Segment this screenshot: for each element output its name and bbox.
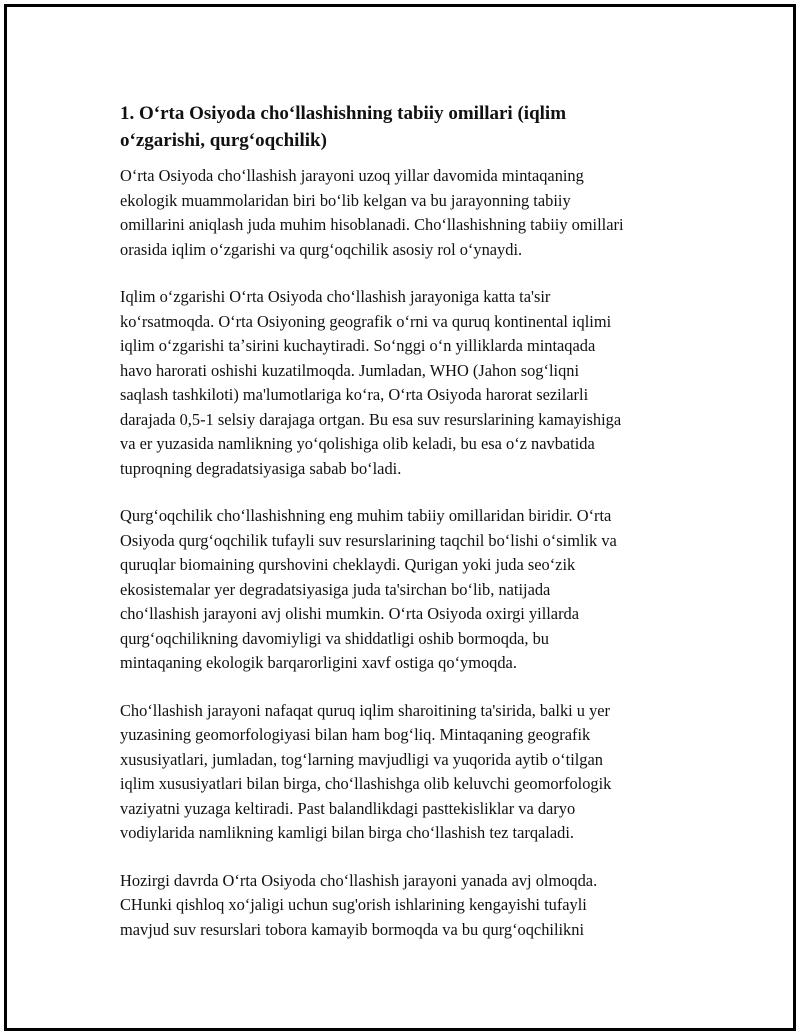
text-line: CHunki qishloq xoʻjaligi uchun sug'orish ishlarining kengayishi tufayli: [120, 895, 587, 914]
text-line: vodiylarida namlikning kamligi bilan birga choʻllashish tez tarqaladi.: [120, 823, 574, 842]
text-line: choʻllashish jarayoni avj olishi mumkin. Oʻrta Osiyoda oxirgi yillarda: [120, 604, 580, 623]
text-line: Qurgʻoqchilik choʻllashishning eng muhim tabiiy omillaridan biridir. Oʻrta: [120, 506, 612, 525]
page-frame: [4, 4, 796, 1031]
text-line: vaziyatni yuzaga keltiradi. Past balandlikdagi pasttekisliklar va daryo: [120, 798, 576, 818]
paragraph-current-period: [120, 869, 705, 943]
text-line: yuzasining geomorfologiyasi bilan ham bogʻliq. Mintaqaning geografik: [120, 725, 591, 744]
text-line: quruqlar biomaining qurshovini cheklaydi. Qurigan yoki juda seoʻzik: [120, 555, 576, 574]
paragraph-intro: [120, 164, 705, 262]
text-line: tuproqning degradatsiyasiga sabab boʻladi.: [120, 458, 402, 478]
text-line: omillarini aniqlash juda muhim hisoblanadi. Choʻllashishning tabiiy omillari: [120, 215, 624, 234]
text-line: Hozirgi davrda Oʻrta Osiyoda choʻllashish jarayoni yanada avj olmoqda.: [120, 870, 598, 890]
text-line: ekologik muammolaridan biri boʻlib kelgan va bu jarayonning tabiiy: [120, 190, 571, 210]
text-line: havo harorati oshishi kuzatilmoqda. Jumladan, WHO (Jahon sogʻliqni: [120, 360, 580, 380]
paragraph-geomorphology: [120, 699, 705, 846]
text-line: orasida iqlim oʻzgarishi va qurgʻoqchilik asosiy rol oʻynaydi.: [120, 239, 523, 259]
section-heading-line: 1. Oʻrta Osiyoda choʻllashishning tabiiy omillari (iqlim: [120, 103, 567, 124]
text-line: Iqlim oʻzgarishi Oʻrta Osiyoda choʻllashish jarayoniga katta ta'sir: [120, 287, 551, 306]
text-line: qurgʻoqchilikning davomiyligi va shiddatligi oshib bormoqda, bu: [120, 628, 550, 648]
text-line: saqlash tashkiloti) ma'lumotlariga koʻra, Oʻrta Osiyoda harorat sezilarli: [120, 385, 589, 404]
text-line: koʻrsatmoqda. Oʻrta Osiyoning geografik oʻrni va quruq kontinental iqlimi: [120, 311, 612, 331]
text-line: mintaqaning ekologik barqarorligini xavf ostiga qoʻymoqda.: [120, 653, 517, 672]
text-line: darajada 0,5-1 selsiy darajaga ortgan. Bu esa suv resurslarining kamayishiga: [120, 409, 622, 429]
text-line: xususiyatlari, jumladan, togʻlarning mavjudligi va yuqorida aytib oʻtilgan: [120, 749, 603, 769]
text-line: ekosistemalar yer degradatsiyasiga juda ta'sirchan boʻlib, natijada: [120, 579, 551, 599]
paragraph-climate-change: [120, 285, 705, 481]
paragraph-drought: [120, 504, 705, 676]
text-line: iqlim xususiyatlari bilan birga, choʻllashishga olib keluvchi geomorfologik: [120, 774, 612, 793]
text-line: iqlim oʻzgarishi taʼsirini kuchaytiradi. Soʻnggi oʻn yilliklarda mintaqada: [120, 336, 596, 355]
text-line: mavjud suv resurslari tobora kamayib bormoqda va bu qurgʻoqchilikni: [120, 919, 585, 939]
text-line: va er yuzasida namlikning yoʻqolishiga olib keladi, bu esa oʻz navbatida: [120, 434, 595, 453]
section-heading: [120, 100, 705, 154]
section-heading-line: oʻzgarishi, qurgʻoqchilik): [120, 130, 327, 151]
text-line: Choʻllashish jarayoni nafaqat quruq iqlim sharoitining ta'sirida, balki u yer: [120, 700, 611, 720]
document-body: [120, 100, 705, 965]
text-line: Osiyoda qurgʻoqchilik tufayli suv resurslarining taqchil boʻlishi oʻsimlik va: [120, 530, 617, 550]
text-line: Oʻrta Osiyoda choʻllashish jarayoni uzoq yillar davomida mintaqaning: [120, 166, 584, 185]
